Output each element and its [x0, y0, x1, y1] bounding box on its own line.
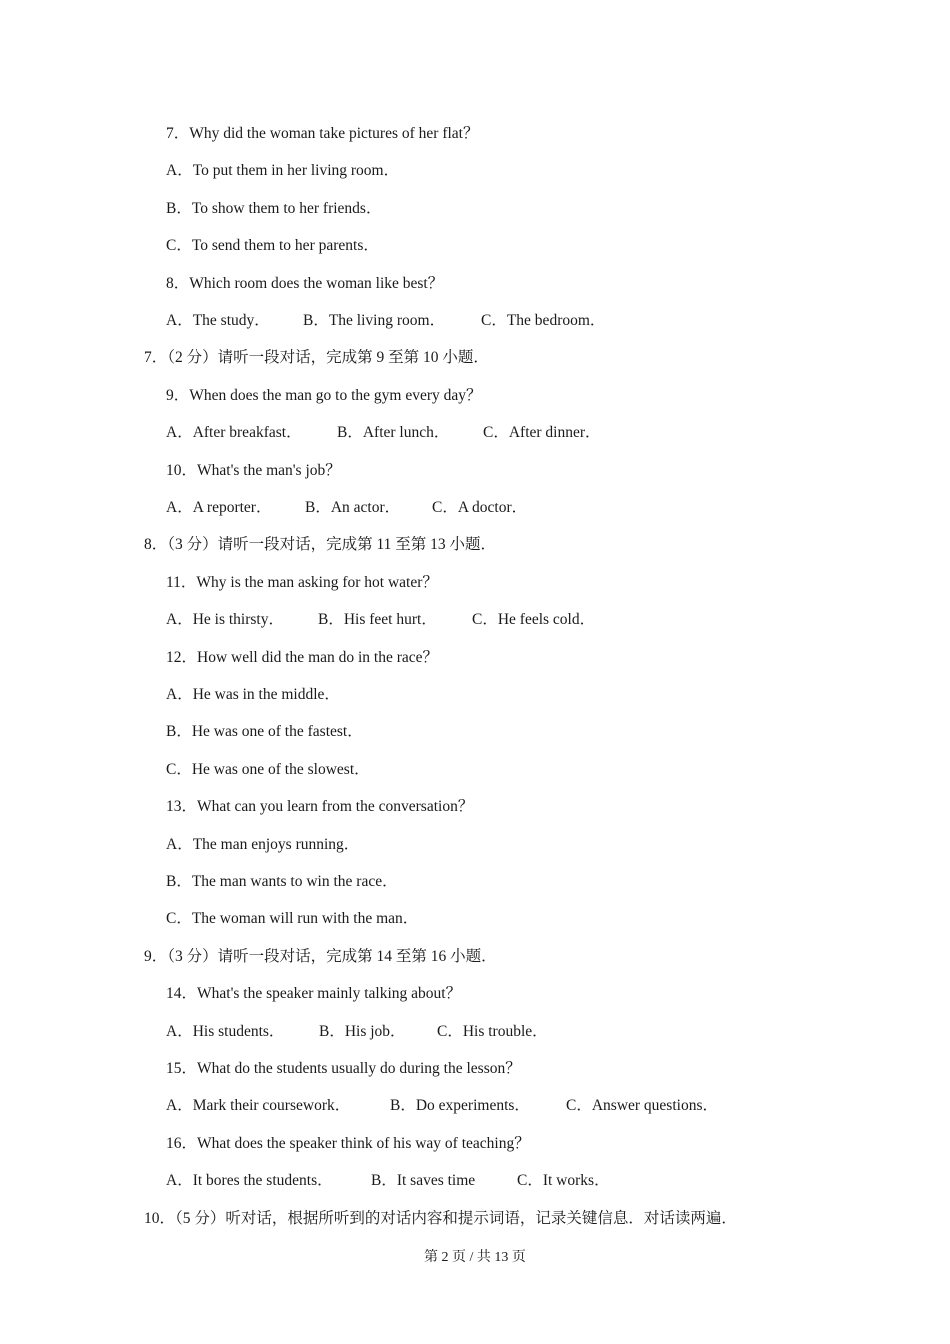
question-line: 15．What do the students usually do during the lesson？ [166, 1060, 521, 1077]
answer-option: A．A reporter． [166, 499, 272, 516]
answer-option: A．After breakfast． [166, 424, 302, 442]
section-heading: 9．（3 分）请听一段对话，完成第 14 至第 16 小题． [144, 947, 497, 965]
question-line: 10．What's the man's job？ [166, 461, 341, 479]
question-line: A．To put them in her living room． [166, 162, 400, 180]
answer-option: C．It works． [517, 1172, 610, 1190]
page-footer: 第 2 页 / 共 13 页 [424, 1250, 526, 1265]
answer-option: B．The living room． [303, 312, 446, 329]
question-line: 11．Why is the man asking for hot water？ [166, 573, 438, 591]
section-heading: 7．（2 分）请听一段对话，完成第 9 至第 10 小题． [144, 349, 489, 367]
question-line: 14．What's the speaker mainly talking about？ [166, 985, 462, 1003]
answer-option: C．He feels cold． [472, 611, 596, 629]
answer-option: B．Do experiments． [390, 1097, 530, 1115]
answer-option: B．After lunch． [337, 424, 450, 442]
answer-option: B．It saves time [371, 1172, 476, 1190]
answer-option: C．His trouble． [437, 1022, 548, 1040]
question-line: B．The man wants to win the race． [166, 873, 398, 890]
answer-option: C．A doctor． [432, 499, 528, 516]
question-line: 13．What can you learn from the conversation？ [166, 798, 474, 816]
question-line: 16．What does the speaker think of his way of teaching？ [166, 1134, 530, 1152]
question-line: B．To show them to her friends． [166, 199, 382, 217]
question-line: 12．How well did the man do in the race？ [166, 648, 439, 666]
answer-option: A．The study． [166, 312, 270, 329]
question-line: 8．Which room does the woman like best？ [166, 274, 444, 292]
question-line: A．The man enjoys running． [166, 835, 360, 853]
answer-option: C．The bedroom． [481, 312, 606, 329]
question-line: A．He was in the middle． [166, 686, 340, 703]
section-heading: 10．（5 分）听对话，根据所听到的对话内容和提示词语，记录关键信息．对话读两遍． [144, 1209, 737, 1227]
answer-option: A．His students． [166, 1022, 285, 1040]
question-line: C．He was one of the slowest． [166, 760, 370, 778]
question-line: B．He was one of the fastest． [166, 723, 363, 741]
answer-option: C．After dinner． [483, 424, 601, 442]
question-line: 9．When does the man go to the gym every day？ [166, 386, 482, 404]
answer-option: B．An actor． [305, 499, 401, 516]
question-line: C．The woman will run with the man． [166, 910, 419, 928]
question-line: C．To send them to her parents． [166, 237, 379, 255]
answer-option: C．Answer questions． [566, 1097, 718, 1115]
answer-option: A．It bores the students． [166, 1172, 333, 1190]
answer-option: A．He is thirsty． [166, 611, 284, 629]
answer-option: B．His feet hurt． [318, 611, 437, 629]
section-heading: 8．（3 分）请听一段对话，完成第 11 至第 13 小题． [144, 536, 497, 554]
answer-option: B．His job． [319, 1022, 406, 1040]
question-line: 7．Why did the woman take pictures of her flat？ [166, 125, 479, 142]
answer-option: A．Mark their coursework． [166, 1097, 351, 1115]
